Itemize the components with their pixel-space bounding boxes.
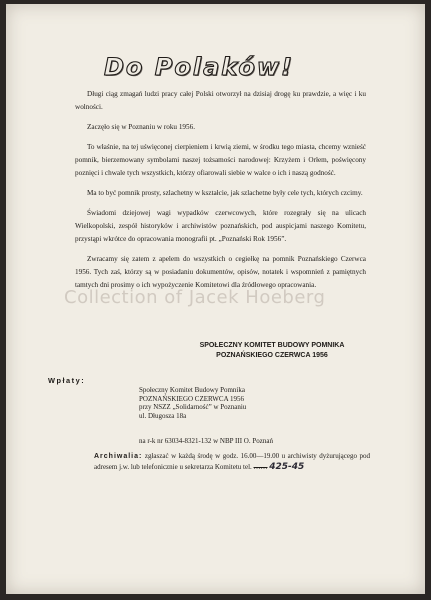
handwritten-phone: 425-45 <box>269 462 305 472</box>
signature-line: POZNAŃSKIEGO CZERWCA 1956 <box>216 352 328 359</box>
document-heading: Do Polaków! <box>104 53 294 81</box>
signature-line: SPOŁECZNY KOMITET BUDOWY POMNIKA <box>199 342 345 349</box>
paragraph: Ma to być pomnik prosty, szlachetny w kształcie, jak szlachetne były cele tych, których czcimy. <box>87 189 363 197</box>
archives-label: Archiwalia: <box>94 453 143 460</box>
committee-signature <box>172 341 372 361</box>
address-line: przy NSZZ „Solidarność” w Poznaniu <box>139 403 247 412</box>
payments-label: Wpłaty: <box>48 376 86 385</box>
appeal-body <box>75 88 366 299</box>
collection-watermark: Collection of Jacek Hoeberg <box>64 287 326 308</box>
address-line: POZNAŃSKIEGO CZERWCA 1956 <box>139 394 245 403</box>
paragraph: Długi ciąg zmagań ludzi pracy całej Polski otworzył na dzisiaj drogę ku prawdzie, a więc i ku wolności. <box>75 90 366 111</box>
archives-text: zgłaszać w każdą środę w godz. 16.00—19.00 u archiwisty dyżurującego pod adresem j.w. lub telefonicznie u sekretarza Komitetu tel. <box>94 452 370 471</box>
paragraph: Zwracamy się zatem z apelem do wszystkich o cegiełkę na pomnik Poznańskiego Czerwca 1956. Tych zaś, którzy są w posiadaniu dokumentów, opisów, notatek i wspomnień z pamiętnych tamtych dni prosimy o ich wypożyczenie Komitetowi dla źródłowego opracowania. <box>75 255 366 289</box>
paragraph: Świadomi dziejowej wagi wypadków czerwcowych, które rozegrały się na ulicach Wielkopolski, zespół historyków i archiwistów poznańskich, pod auspicjami naszego Komitetu, przystąpi wkrótce do opracowania monografii pt. „Poznański Rok 1956”. <box>75 209 366 243</box>
document-page <box>6 4 425 594</box>
address-line: Społeczny Komitet Budowy Pomnika <box>139 386 245 394</box>
payments-address <box>139 386 339 420</box>
address-line: ul. Długosza 18a <box>139 411 187 420</box>
paragraph: To właśnie, na tej uświęconej cierpieniem i krwią ziemi, w środku tego miasta, chcemy wznieść pomnik, bierzemowany symbolami naszej tożsamości narodowej: Krzyżem i Orłem, poświęcony poznięci i chwale tych wszystkich, którzy ofiarowali siebie w walce o ich i naszą godność. <box>75 143 366 177</box>
archives-note <box>94 451 370 473</box>
bank-account: na r-k nr 63034-8321-132 w NBP III O. Poznań <box>139 437 273 445</box>
struck-phone: …… <box>253 463 268 471</box>
paragraph: Zaczęło się w Poznaniu w roku 1956. <box>87 123 195 131</box>
